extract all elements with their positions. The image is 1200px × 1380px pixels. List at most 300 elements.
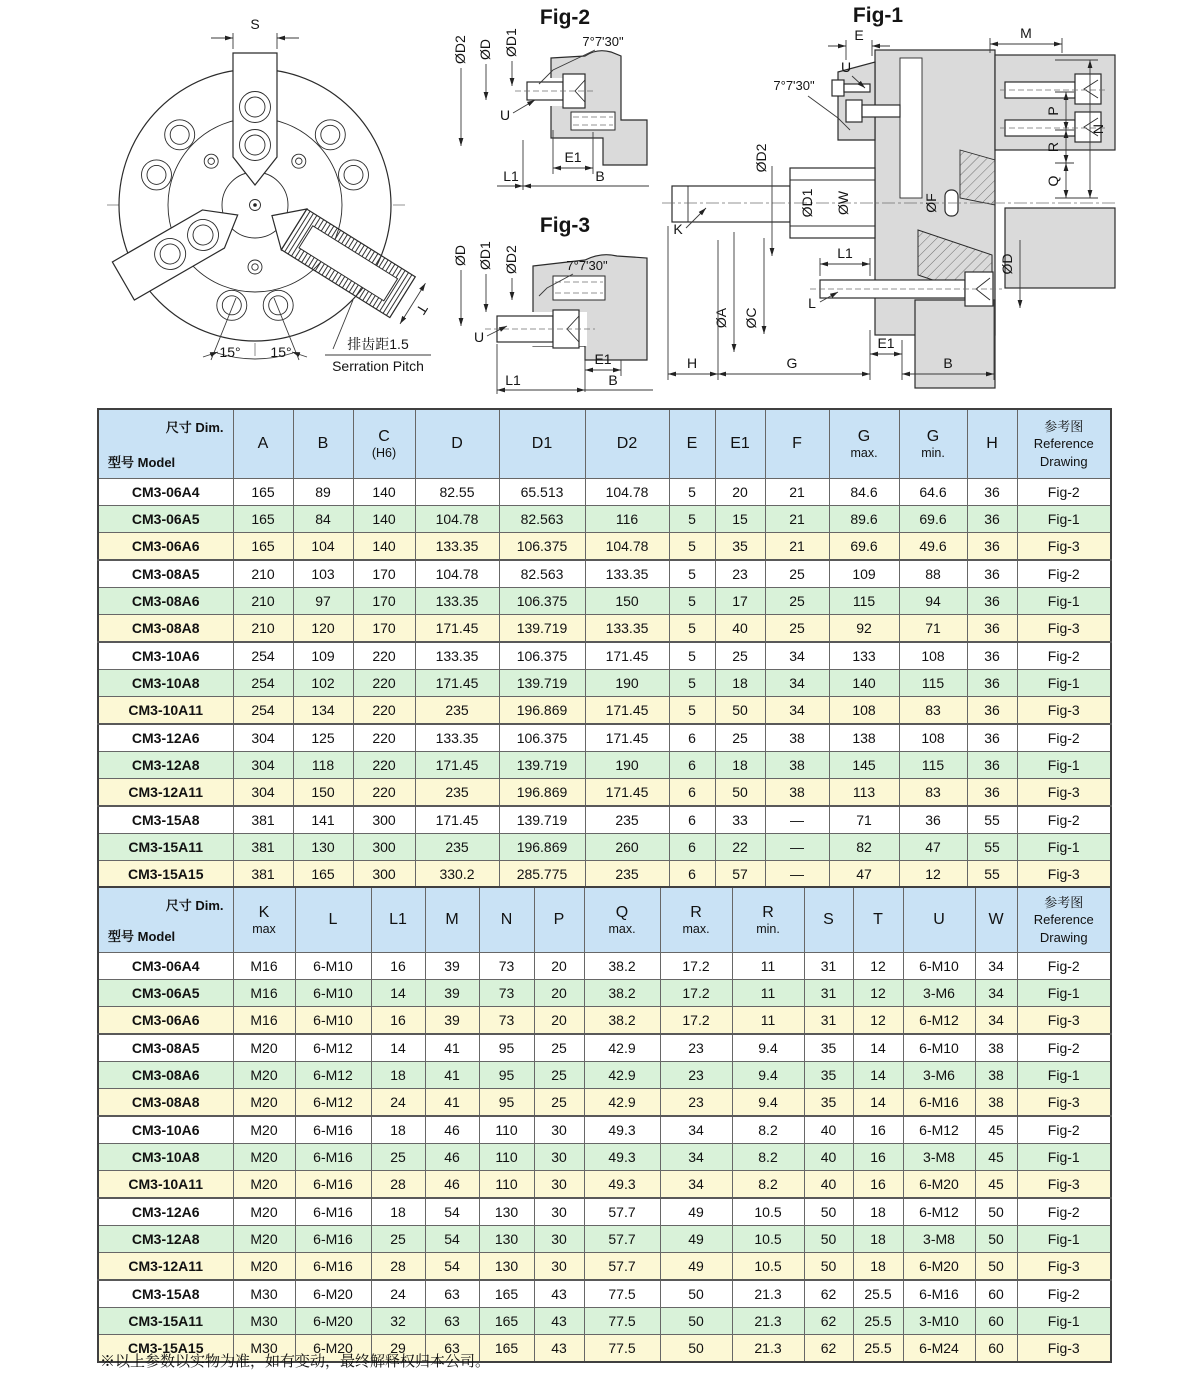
value-cell: 6 [669, 752, 715, 779]
value-cell: Fig-2 [1017, 953, 1111, 980]
value-cell: 39 [425, 953, 479, 980]
value-cell: Fig-3 [1017, 1089, 1111, 1117]
value-cell: 10.5 [732, 1253, 804, 1281]
model-cell: CM3-10A8 [98, 670, 233, 697]
value-cell: 34 [975, 980, 1017, 1007]
value-cell: 196.869 [499, 697, 585, 725]
fig1-u-label: U [840, 59, 852, 75]
value-cell: 6-M20 [903, 1253, 975, 1281]
value-cell: 50 [660, 1335, 732, 1363]
value-cell: 45 [975, 1171, 1017, 1199]
dim-t-label: T [413, 301, 432, 318]
value-cell: 25 [715, 724, 765, 752]
value-cell: 16 [853, 1144, 903, 1171]
value-cell: 11 [732, 980, 804, 1007]
value-cell: 94 [899, 588, 967, 615]
value-cell: 38.2 [584, 1007, 660, 1035]
table-row [98, 861, 1111, 889]
value-cell: 62 [804, 1308, 853, 1335]
value-cell: 39 [425, 980, 479, 1007]
value-cell: 6-M16 [295, 1226, 371, 1253]
value-cell: 109 [829, 560, 899, 588]
value-cell: 50 [660, 1308, 732, 1335]
value-cell: 6-M20 [295, 1308, 371, 1335]
value-cell: 32 [371, 1308, 425, 1335]
corner-model-label: 型号 Model [108, 455, 176, 470]
value-cell: 46 [425, 1144, 479, 1171]
model-cell: CM3-15A15 [98, 1335, 233, 1363]
value-cell: 108 [899, 724, 967, 752]
value-cell: 165 [479, 1335, 534, 1363]
model-cell: CM3-15A8 [98, 806, 233, 834]
fig1-f-label: ØF [923, 193, 939, 213]
value-cell: 55 [967, 861, 1017, 889]
value-cell: 140 [353, 506, 415, 533]
model-cell: CM3-12A11 [98, 1253, 233, 1281]
fig1-d1-label: ØD1 [799, 188, 815, 218]
value-cell: 130 [479, 1253, 534, 1281]
col-header-g-max: G max. [829, 409, 899, 479]
model-cell: CM3-06A5 [98, 506, 233, 533]
value-cell: 6-M20 [295, 1280, 371, 1308]
header-row [98, 409, 1111, 479]
value-cell: 69.6 [829, 533, 899, 561]
value-cell: 190 [585, 752, 669, 779]
value-cell: 34 [765, 697, 829, 725]
value-cell: 106.375 [499, 642, 585, 670]
value-cell: — [765, 834, 829, 861]
value-cell: 6-M10 [295, 1007, 371, 1035]
col-header-s: S [804, 887, 853, 953]
value-cell: 54 [425, 1226, 479, 1253]
value-cell: Fig-3 [1017, 697, 1111, 725]
value-cell: 38 [975, 1089, 1017, 1117]
value-cell: Fig-2 [1017, 1198, 1111, 1226]
value-cell: 25 [715, 642, 765, 670]
value-cell: 6-M10 [295, 980, 371, 1007]
value-cell: 55 [967, 806, 1017, 834]
value-cell: M20 [233, 1116, 295, 1144]
value-cell: 134 [293, 697, 353, 725]
value-cell: 11 [732, 1007, 804, 1035]
value-cell: 54 [425, 1253, 479, 1281]
value-cell: 300 [353, 834, 415, 861]
fig3-d1-label: ØD1 [477, 241, 493, 270]
value-cell: 138 [829, 724, 899, 752]
value-cell: 40 [804, 1144, 853, 1171]
value-cell: 104.78 [415, 560, 499, 588]
value-cell: 49 [660, 1253, 732, 1281]
value-cell: 171.45 [415, 670, 499, 697]
dimension-table-k-w [97, 886, 1112, 1363]
value-cell: 35 [715, 533, 765, 561]
value-cell: 23 [660, 1034, 732, 1062]
value-cell: 125 [293, 724, 353, 752]
value-cell: 83 [899, 697, 967, 725]
fig1-d-label: ØD [999, 253, 1015, 275]
value-cell: 133.35 [415, 724, 499, 752]
value-cell: 304 [233, 779, 293, 807]
value-cell: 260 [585, 834, 669, 861]
value-cell: 50 [804, 1226, 853, 1253]
value-cell: 50 [975, 1253, 1017, 1281]
table-row [98, 588, 1111, 615]
value-cell: 34 [975, 953, 1017, 980]
value-cell: 210 [233, 560, 293, 588]
chuck-front-view-drawing [85, 5, 465, 403]
value-cell: 28 [371, 1171, 425, 1199]
value-cell: 25 [534, 1089, 584, 1117]
model-cell: CM3-10A6 [98, 1116, 233, 1144]
value-cell: 104.78 [585, 533, 669, 561]
fig2-l1-label: L1 [503, 168, 519, 184]
value-cell: 24 [371, 1089, 425, 1117]
col-header-reference: 参考图 Reference Drawing [1017, 887, 1111, 953]
value-cell: 21.3 [732, 1280, 804, 1308]
col-header-h: H [967, 409, 1017, 479]
value-cell: 17.2 [660, 953, 732, 980]
value-cell: 55 [967, 834, 1017, 861]
value-cell: 6-M12 [903, 1007, 975, 1035]
value-cell: 6-M16 [903, 1089, 975, 1117]
value-cell: 133.35 [415, 588, 499, 615]
col-header-m: M [425, 887, 479, 953]
value-cell: 63 [425, 1335, 479, 1363]
model-cell: CM3-15A8 [98, 1280, 233, 1308]
value-cell: 41 [425, 1089, 479, 1117]
value-cell: 235 [585, 861, 669, 889]
value-cell: M20 [233, 1253, 295, 1281]
value-cell: 63 [425, 1308, 479, 1335]
value-cell: M30 [233, 1308, 295, 1335]
value-cell: 89 [293, 479, 353, 506]
value-cell: Fig-1 [1017, 752, 1111, 779]
value-cell: 69.6 [899, 506, 967, 533]
value-cell: 34 [765, 642, 829, 670]
col-header-r-min: R min. [732, 887, 804, 953]
model-cell: CM3-12A11 [98, 779, 233, 807]
table-row [98, 834, 1111, 861]
value-cell: 21 [765, 479, 829, 506]
value-cell: 63 [425, 1280, 479, 1308]
value-cell: 49 [660, 1198, 732, 1226]
model-cell: CM3-15A15 [98, 861, 233, 889]
table-row [98, 506, 1111, 533]
fig1-w-label: ØW [835, 190, 851, 216]
value-cell: 254 [233, 642, 293, 670]
value-cell: 41 [425, 1062, 479, 1089]
value-cell: 170 [353, 588, 415, 615]
value-cell: 106.375 [499, 533, 585, 561]
value-cell: 36 [899, 806, 967, 834]
fig1-c-label: ØC [743, 307, 759, 329]
value-cell: 330.2 [415, 861, 499, 889]
value-cell: 21 [765, 506, 829, 533]
value-cell: 171.45 [585, 724, 669, 752]
col-header-k: K max [233, 887, 295, 953]
corner-dim-label: 尺寸 Dim. [165, 898, 224, 913]
value-cell: 21.3 [732, 1335, 804, 1363]
col-header-reference: 参考图 Reference Drawing [1017, 409, 1111, 479]
fig2-u-label: U [499, 107, 511, 123]
value-cell: 82.563 [499, 560, 585, 588]
fig1-m-label: M [1020, 25, 1032, 41]
value-cell: 50 [804, 1198, 853, 1226]
fig3-d-label: ØD [452, 245, 468, 266]
value-cell: 36 [967, 697, 1017, 725]
value-cell: 6 [669, 861, 715, 889]
value-cell: 113 [829, 779, 899, 807]
value-cell: 220 [353, 697, 415, 725]
value-cell: M20 [233, 1198, 295, 1226]
value-cell: 34 [660, 1116, 732, 1144]
table-row [98, 1253, 1111, 1281]
table-row [98, 1034, 1111, 1062]
value-cell: Fig-2 [1017, 1034, 1111, 1062]
value-cell: 36 [967, 642, 1017, 670]
value-cell: 17 [715, 588, 765, 615]
value-cell: 57 [715, 861, 765, 889]
value-cell: 165 [233, 533, 293, 561]
value-cell: 34 [765, 670, 829, 697]
fig1-a-label: ØA [713, 307, 729, 329]
value-cell: 3-M6 [903, 980, 975, 1007]
value-cell: 23 [715, 560, 765, 588]
value-cell: 12 [853, 1007, 903, 1035]
value-cell: 40 [804, 1116, 853, 1144]
value-cell: 14 [853, 1034, 903, 1062]
value-cell: 106.375 [499, 588, 585, 615]
model-cell: CM3-10A11 [98, 697, 233, 725]
value-cell: 50 [715, 779, 765, 807]
value-cell: 50 [660, 1280, 732, 1308]
value-cell: 110 [479, 1171, 534, 1199]
value-cell: 49 [660, 1226, 732, 1253]
value-cell: 171.45 [585, 697, 669, 725]
fig3-drawing [435, 200, 665, 400]
value-cell: 43 [534, 1308, 584, 1335]
value-cell: 6-M16 [295, 1116, 371, 1144]
value-cell: 95 [479, 1034, 534, 1062]
value-cell: M30 [233, 1280, 295, 1308]
value-cell: 171.45 [585, 642, 669, 670]
value-cell: 6-M20 [295, 1335, 371, 1363]
dim-s [211, 16, 299, 49]
fig1-k-label: K [673, 221, 683, 237]
fig2-d2-label: ØD2 [452, 35, 468, 64]
value-cell: 25 [534, 1062, 584, 1089]
value-cell: 5 [669, 670, 715, 697]
value-cell: 38 [975, 1062, 1017, 1089]
value-cell: 141 [293, 806, 353, 834]
value-cell: 36 [967, 479, 1017, 506]
fig1-l1-label: L1 [837, 245, 853, 261]
value-cell: 28 [371, 1253, 425, 1281]
value-cell: Fig-2 [1017, 1280, 1111, 1308]
value-cell: 6 [669, 724, 715, 752]
fig3-l1-label: L1 [505, 372, 521, 388]
value-cell: 50 [715, 697, 765, 725]
value-cell: 171.45 [415, 752, 499, 779]
model-cell: CM3-06A4 [98, 479, 233, 506]
value-cell: — [765, 861, 829, 889]
value-cell: 5 [669, 560, 715, 588]
value-cell: 12 [853, 953, 903, 980]
col-header-u: U [903, 887, 975, 953]
value-cell: Fig-1 [1017, 980, 1111, 1007]
model-cell: CM3-08A6 [98, 588, 233, 615]
value-cell: 25.5 [853, 1335, 903, 1363]
value-cell: 115 [829, 588, 899, 615]
value-cell: Fig-1 [1017, 670, 1111, 697]
value-cell: 14 [853, 1062, 903, 1089]
value-cell: 57.7 [584, 1253, 660, 1281]
col-header-c: C (H6) [353, 409, 415, 479]
value-cell: 140 [829, 670, 899, 697]
table-row [98, 1308, 1111, 1335]
col-header-d1: D1 [499, 409, 585, 479]
value-cell: 6-M10 [295, 953, 371, 980]
table-row [98, 642, 1111, 670]
fig3-title: Fig-3 [539, 214, 591, 237]
value-cell: 34 [660, 1171, 732, 1199]
value-cell: 133.35 [415, 533, 499, 561]
value-cell: 6-M16 [295, 1253, 371, 1281]
value-cell: 220 [353, 642, 415, 670]
value-cell: 42.9 [584, 1034, 660, 1062]
value-cell: 235 [415, 697, 499, 725]
value-cell: 38 [765, 779, 829, 807]
fig3-u-label: U [473, 329, 485, 345]
fig2-section [515, 51, 647, 165]
value-cell: 130 [479, 1198, 534, 1226]
value-cell: 196.869 [499, 779, 585, 807]
value-cell: 10.5 [732, 1198, 804, 1226]
value-cell: Fig-1 [1017, 1062, 1111, 1089]
value-cell: 25 [765, 560, 829, 588]
table-row [98, 697, 1111, 725]
value-cell: 139.719 [499, 615, 585, 643]
model-cell: CM3-15A11 [98, 834, 233, 861]
value-cell: Fig-2 [1017, 479, 1111, 506]
col-header-l: L [295, 887, 371, 953]
value-cell: 381 [233, 834, 293, 861]
col-header-g-min: G min. [899, 409, 967, 479]
value-cell: 6-M12 [903, 1198, 975, 1226]
value-cell: 49.3 [584, 1171, 660, 1199]
fig1-h-label: H [686, 355, 698, 371]
value-cell: 5 [669, 533, 715, 561]
value-cell: 82.55 [415, 479, 499, 506]
value-cell: 9.4 [732, 1062, 804, 1089]
model-cell: CM3-06A6 [98, 1007, 233, 1035]
table-row [98, 752, 1111, 779]
value-cell: M20 [233, 1034, 295, 1062]
value-cell: 109 [293, 642, 353, 670]
value-cell: 47 [899, 834, 967, 861]
col-header-b: B [293, 409, 353, 479]
value-cell: 106.375 [499, 724, 585, 752]
value-cell: 64.6 [899, 479, 967, 506]
value-cell: 171.45 [415, 806, 499, 834]
value-cell: 31 [804, 980, 853, 1007]
value-cell: 47 [829, 861, 899, 889]
value-cell: 73 [479, 980, 534, 1007]
value-cell: 3-M6 [903, 1062, 975, 1089]
value-cell: 25 [534, 1034, 584, 1062]
value-cell: Fig-2 [1017, 560, 1111, 588]
value-cell: 50 [975, 1226, 1017, 1253]
value-cell: 165 [293, 861, 353, 889]
value-cell: 95 [479, 1089, 534, 1117]
value-cell: 104 [293, 533, 353, 561]
table-row [98, 779, 1111, 807]
value-cell: 6-M10 [903, 1034, 975, 1062]
value-cell: 31 [804, 953, 853, 980]
value-cell: Fig-1 [1017, 1308, 1111, 1335]
value-cell: 38 [765, 724, 829, 752]
value-cell: 77.5 [584, 1280, 660, 1308]
fig2-d1-label: ØD1 [503, 28, 519, 57]
table-row [98, 1280, 1111, 1308]
value-cell: 23 [660, 1089, 732, 1117]
table-row [98, 1144, 1111, 1171]
value-cell: 6-M16 [295, 1198, 371, 1226]
value-cell: 62 [804, 1335, 853, 1363]
value-cell: 35 [804, 1062, 853, 1089]
value-cell: 17.2 [660, 980, 732, 1007]
value-cell: 103 [293, 560, 353, 588]
model-cell: CM3-10A6 [98, 642, 233, 670]
value-cell: Fig-3 [1017, 1171, 1111, 1199]
model-cell: CM3-12A8 [98, 1226, 233, 1253]
value-cell: 3-M10 [903, 1308, 975, 1335]
value-cell: 46 [425, 1116, 479, 1144]
value-cell: 30 [534, 1171, 584, 1199]
value-cell: 60 [975, 1335, 1017, 1363]
value-cell: 20 [534, 953, 584, 980]
angle-right-label: 15° [270, 344, 292, 360]
value-cell: 36 [967, 533, 1017, 561]
value-cell: 254 [233, 670, 293, 697]
value-cell: 36 [967, 779, 1017, 807]
fig1-g-label: G [786, 355, 798, 371]
header-row [98, 887, 1111, 953]
value-cell: 115 [899, 670, 967, 697]
value-cell: Fig-3 [1017, 861, 1111, 889]
value-cell: Fig-2 [1017, 642, 1111, 670]
value-cell: 6-M10 [903, 953, 975, 980]
col-header-d: D [415, 409, 499, 479]
value-cell: 97 [293, 588, 353, 615]
value-cell: 110 [479, 1116, 534, 1144]
value-cell: 165 [479, 1308, 534, 1335]
value-cell: 300 [353, 806, 415, 834]
value-cell: 60 [975, 1308, 1017, 1335]
col-header-f: F [765, 409, 829, 479]
value-cell: 49.6 [899, 533, 967, 561]
fig3-angle-label: 7°7'30" [566, 258, 608, 273]
value-cell: Fig-3 [1017, 615, 1111, 643]
value-cell: 18 [715, 752, 765, 779]
value-cell: 171.45 [415, 615, 499, 643]
fig1-title: Fig-1 [852, 4, 904, 27]
value-cell: 77.5 [584, 1308, 660, 1335]
value-cell: 31 [804, 1007, 853, 1035]
fig1-n-label: N [1090, 123, 1106, 135]
value-cell: 14 [371, 980, 425, 1007]
value-cell: M20 [233, 1089, 295, 1117]
